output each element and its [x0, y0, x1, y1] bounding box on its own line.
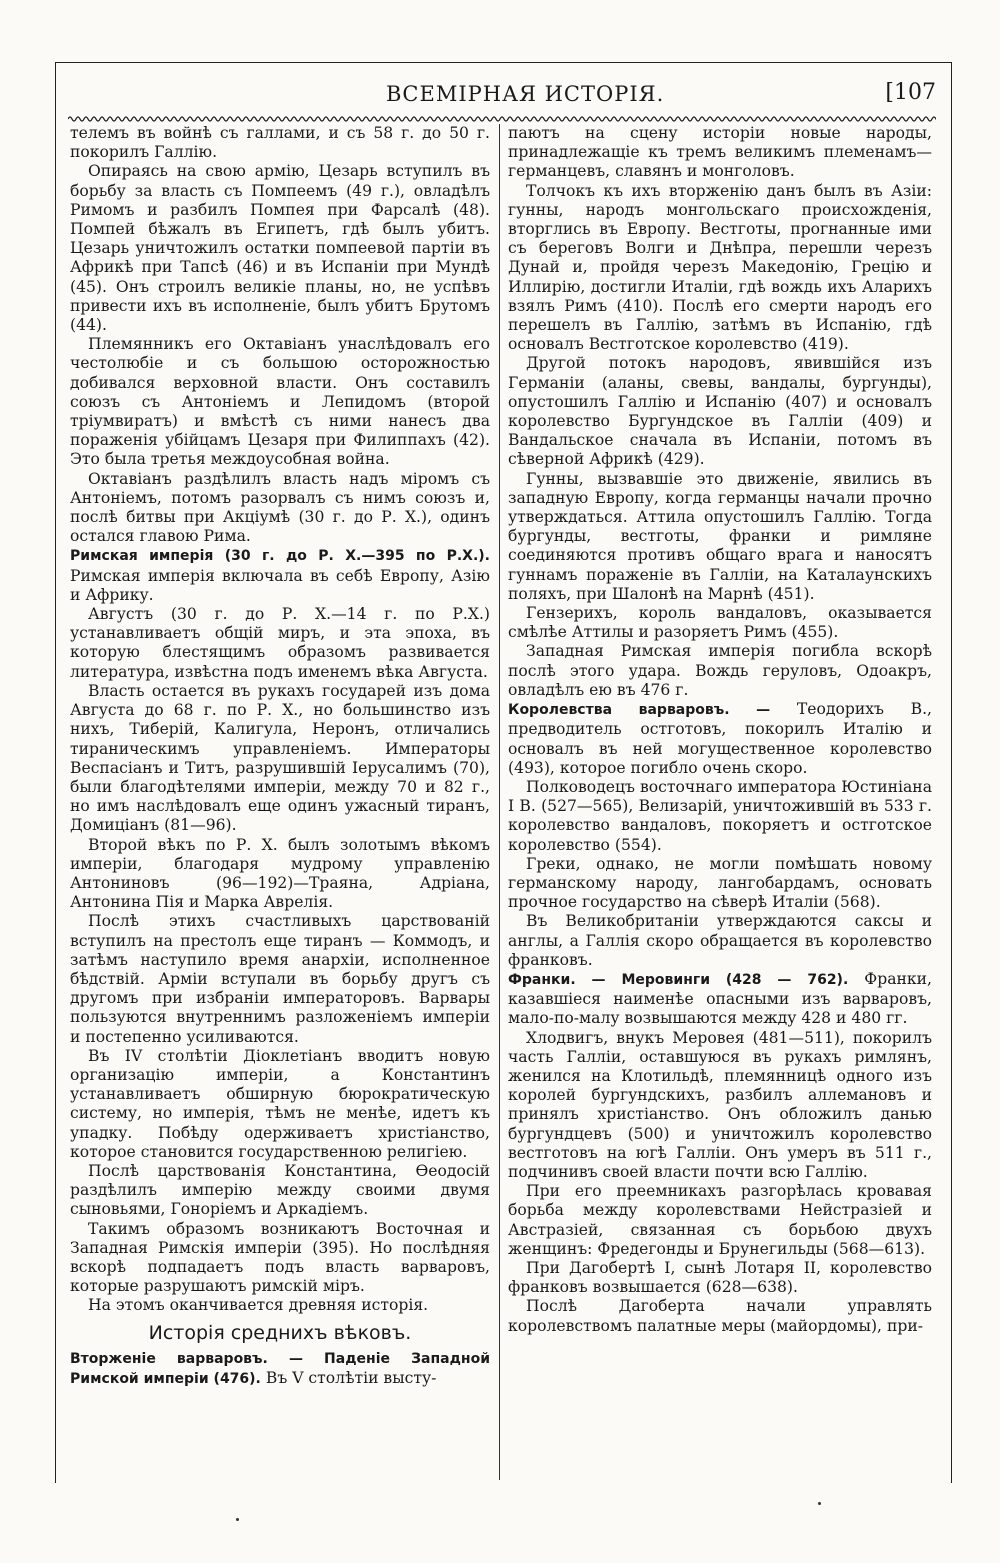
print-speck: [818, 1502, 821, 1505]
running-title: ВСЕМІРНАЯ ИСТОРІЯ.: [386, 82, 665, 106]
paragraph: Другой потокъ народовъ, явившійся изъ Германіи (аланы, свевы, вандалы, бургунды), опустошилъ Галлію и Испанію (407) и основалъ королевство Бургундское въ Галліи (409) и Вандальское сначала въ Испаніи, потомъ въ сѣверной Африкѣ (429).: [508, 354, 932, 469]
section-heading: Римская имперія (30 г. до Р. Х.—395 по Р.Х.).: [70, 548, 490, 565]
paragraph: Въ IV столѣтіи Діоклетіанъ вводитъ новую организацію имперіи, а Константинъ устанавливаетъ обширную бюрократическую систему, но имперія, тѣмъ не менѣе, идетъ къ упадку. Побѣду одерживаетъ христіанство, которое становится государственною религіею.: [70, 1046, 490, 1161]
paragraph: Второй вѣкъ по Р. Х. былъ золотымъ вѣкомъ имперіи, благодаря мудрому управленію Антониновъ (96—192)—Траяна, Адріана, Антонина Пія и Марка Аврелія.: [70, 835, 490, 912]
paragraph-text: Римская имперія включала въ себѣ Европу, Азію и Африку.: [70, 566, 490, 604]
paragraph: Такимъ образомъ возникаютъ Восточная и Западная Римскія имперіи (395). Но послѣдняя вскорѣ подпадаетъ подъ власть варваровъ, которые разрушаютъ римскій міръ.: [70, 1219, 490, 1296]
paragraph: Августъ (30 г. до Р. Х.—14 г. по Р.Х.) устанавливаетъ общій миръ, и эта эпоха, въ которую блестящимъ образомъ развивается литература, извѣстна подъ именемъ вѣка Августа.: [70, 605, 490, 681]
left-column: [70, 124, 490, 1389]
section-paragraph: [70, 546, 490, 605]
paragraph: Толчокъ къ ихъ вторженію данъ былъ въ Азіи: гунны, народъ монгольскаго происхожденія, вторглись въ Европу. Вестготы, прогнанные ими съ береговъ Волги и Днѣпра, перешли черезъ Дунай и, пройдя черезъ Македонію, Грецію и Иллирію, достигли Италіи, гдѣ вождь ихъ Аларихъ взялъ Римъ (410). Послѣ его смерти народъ его перешелъ въ Галлію, затѣмъ въ Испанію, гдѣ основалъ Вестготское королевство (419).: [508, 181, 932, 354]
column-divider: [499, 124, 500, 1480]
paragraph: Послѣ царствованія Константина, Ѳеодосій раздѣлилъ имперію между своими двумя сыновьями, Гоноріемъ и Аркадіемъ.: [70, 1161, 490, 1219]
paragraph: Послѣ этихъ счастливыхъ царствованій вступилъ на престолъ еще тиранъ — Коммодъ, и затѣмъ наступило время анархіи, исполненное бѣдствій. Арміи вступали въ борьбу другъ съ другомъ при избраніи императоровъ. Варвары пользуются внутреннимъ разложеніемъ имперіи и постепенно усиливаются.: [70, 912, 490, 1046]
paragraph: Октавіанъ раздѣлилъ власть надъ міромъ съ Антоніемъ, потомъ разорвалъ съ нимъ союзъ и, послѣ битвы при Акціумѣ (30 г. до Р. Х.), одинъ остался главою Рима.: [70, 469, 490, 546]
paragraph: Послѣ Дагоберта начали управлять королевствомъ палатные меры (майордомы), при-: [508, 1297, 932, 1335]
right-column: [508, 124, 932, 1336]
page-header: [66, 82, 936, 112]
paragraph: Греки, однако, не могли помѣшать новому германскому народу, лангобардамъ, основать прочное государство на сѣверѣ Италіи (568).: [508, 854, 932, 912]
paragraph: На этомъ оканчивается древняя исторія.: [88, 1296, 429, 1315]
section-paragraph: [508, 970, 932, 1029]
paragraph: Гензерихъ, король вандаловъ, оказывается смѣлѣе Аттилы и разоряетъ Римъ (455).: [508, 604, 932, 642]
section-heading: Вторженіе варваровъ. — Паденіе Западной Римской имперіи (476).: [70, 1350, 490, 1387]
chapter-heading: Исторія среднихъ вѣковъ.: [148, 1321, 412, 1344]
paragraph-text: Франки, казавшіеся наименѣе опасными изъ варваровъ, мало-по-малу возвышаются между 428 и 480 гг.: [508, 969, 932, 1028]
section-paragraph: [508, 700, 932, 778]
paragraph: Гунны, вызвавшіе это движеніе, явились въ западную Европу, когда германцы начали прочно утверждаться. Аттила опустошилъ Галлію. Тогда бургунды, вестготы, франки и римляне соединяются противъ общаго врага и наносятъ гуннамъ пораженіе въ Галліи, на Каталаунскихъ поляхъ, при Шалонѣ на Марнѣ (451).: [508, 469, 932, 603]
paragraph-text: Въ V столѣтіи высту-: [265, 1369, 437, 1387]
section-heading: Королевства варваровъ. —: [508, 702, 771, 719]
paragraph: паютъ на сцену исторіи новые народы, принадлежащіе къ тремъ великимъ племенамъ—германцевъ, славянъ и монголовъ.: [508, 124, 932, 181]
paragraph: Опираясь на свою армію, Цезарь вступилъ въ борьбу за власть съ Помпеемъ (49 г.), овладѣлъ Римомъ и разбилъ Помпея при Фарсалѣ (48). Помпей бѣжалъ въ Египетъ, гдѣ былъ убитъ. Цезарь уничтожилъ остатки помпеевой партіи въ Африкѣ при Тапсѣ (46) и въ Испаніи при Мундѣ (45). Онъ строилъ великіе планы, но, не успѣвъ привести ихъ въ исполненіе, былъ убитъ Брутомъ (44).: [70, 162, 490, 335]
section-paragraph: [70, 1349, 490, 1389]
paragraph: Въ Великобританіи утверждаются саксы и англы, а Галлія скоро обращается въ королевство франковъ.: [508, 912, 932, 969]
paragraph-text: Теодорихъ В., предводитель остготовъ, покорилъ Италію и основалъ въ ней могущественное королевство (493), которое погибло очень скоро.: [508, 700, 932, 777]
paragraph: При его преемникахъ разгорѣлась кровавая борьба между королевствами Нейстразіей и Австразіей, связанная съ борьбою двухъ женщинъ: Фредегонды и Брунегильды (568—613).: [508, 1182, 932, 1258]
paragraph: Западная Римская имперія погибла вскорѣ послѣ этого удара. Вождь геруловъ, Одоакръ, овладѣлъ ею въ 476 г.: [508, 642, 932, 699]
print-speck: [236, 1518, 239, 1521]
paragraph: Власть остается въ рукахъ государей изъ дома Августа до 68 г. по Р. Х., но большинство изъ нихъ, Тиберій, Калигула, Неронъ, отличались тираническимъ управленіемъ. Императоры Веспасіанъ и Титъ, разрушившій Іерусалимъ (70), были благодѣтелями имперіи, между 70 и 82 г., но имъ наслѣдовалъ еще одинъ ужасный тиранъ, Домиціанъ (81—96).: [70, 681, 490, 835]
section-heading: Франки. — Меровинги (428 — 762).: [508, 971, 849, 988]
paragraph: Хлодвигъ, внукъ Меровея (481—511), покорилъ часть Галліи, оставшуюся въ рукахъ римлянъ, женился на Клотильдѣ, племянницѣ одного изъ королей бургундскихъ, разбилъ аллемановъ и принялъ христіанство. Онъ обложилъ данью бургундцевъ (500) и уничтожилъ королевство вестготовъ на югѣ Галліи. Онъ умеръ въ 511 г., подчинивъ своей власти почти всю Галлію.: [508, 1028, 932, 1181]
page-number: [107: [885, 80, 936, 105]
wavy-rule: [68, 114, 936, 124]
paragraph: При Дагобертѣ I, сынѣ Лотаря II, королевство франковъ возвышается (628—638).: [508, 1258, 932, 1297]
paragraph: телемъ въ войнѣ съ галлами, и съ 58 г. до 50 г. покорилъ Галлію.: [70, 124, 490, 162]
paragraph: Племянникъ его Октавіанъ унаслѣдовалъ его честолюбіе и съ большою осторожностью добивался верховной власти. Онъ составилъ союзъ съ Антоніемъ и Лепидомъ (второй тріумвиратъ) и вмѣстѣ съ ними нанесъ два пораженія убійцамъ Цезаря при Филиппахъ (42). Это была третья междоусобная война.: [70, 335, 490, 469]
paragraph: Полководецъ восточнаго императора Юстиніана I В. (527—565), Велизарій, уничтожившій въ 533 г. королевство вандаловъ, покоряетъ и остготское королевство (554).: [508, 777, 932, 854]
